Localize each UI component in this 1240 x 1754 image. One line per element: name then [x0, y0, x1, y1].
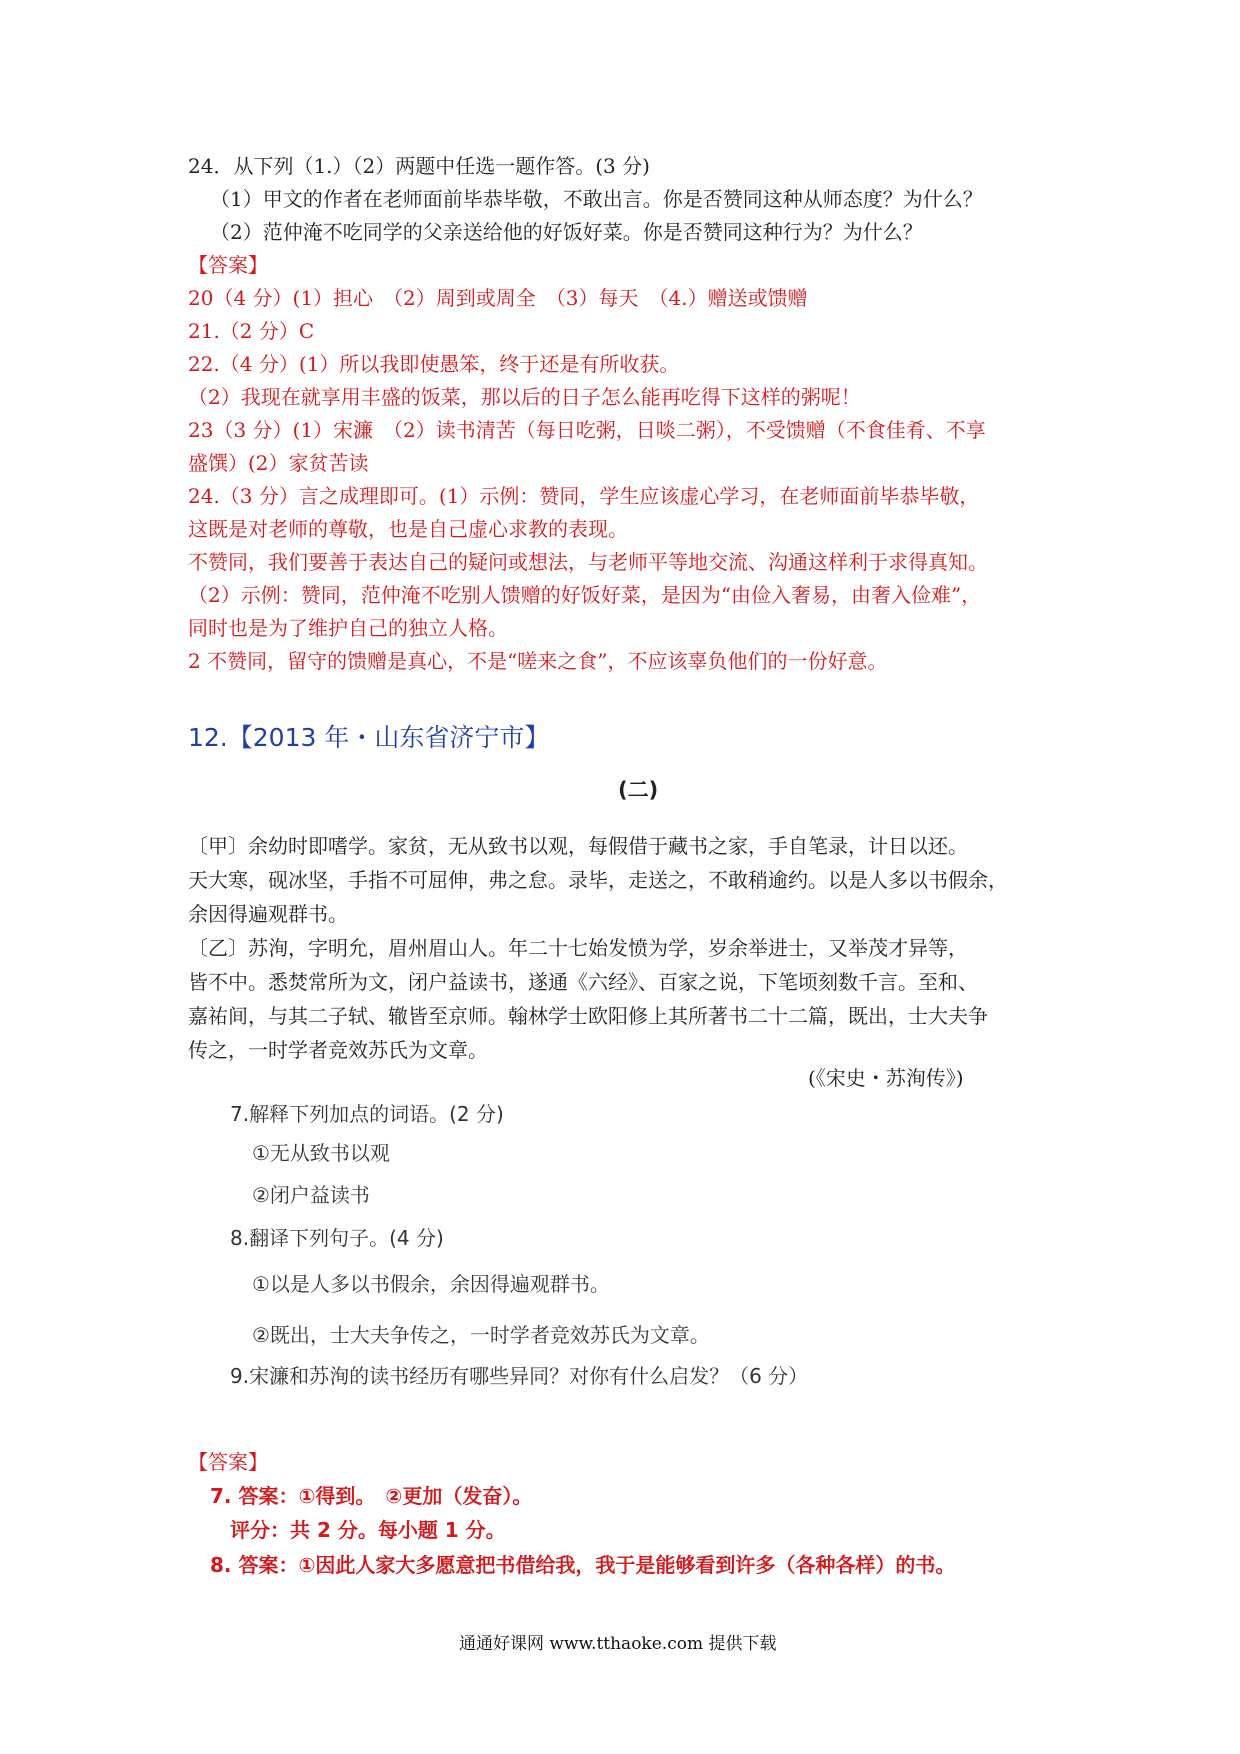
answer-8: 8. 答案：①因此人家大多愿意把书借给我，我于是能够看到许多（各种各样）的书。: [210, 1553, 956, 1577]
question-24: 24．从下列（1.）（2）两题中任选一题作答。(3 分): [188, 154, 650, 178]
passage-yi: 〔乙〕苏洵，字明允，眉州眉山人。年二十七始发愤为学，岁余举进士，又举茂才异等，: [188, 936, 968, 960]
passage-jia-line-3: 余因得遍观群书。: [188, 902, 348, 926]
answer-23-cont: 盛馔）(2）家贫苦读: [188, 451, 369, 475]
passage-yi-line-2: 皆不中。悉焚常所为文，闭户益读书，遂通《六经》、百家之说，下笔顷刻数千言。至和、: [188, 970, 978, 994]
question-24-option-2: （2）范仲淹不吃同学的父亲送给他的好饭好菜。你是否赞同这种行为？为什么？: [210, 220, 923, 244]
answer-24-disagree: 不赞同，我们要善于表达自己的疑问或想法，与老师平等地交流、沟通这样利于求得真知。: [188, 550, 988, 574]
answer-label-2: 【答案】: [188, 1450, 268, 1474]
answer-22: 22.（4 分）(1）所以我即使愚笨，终于还是有所收获。: [188, 352, 680, 376]
question-24-option-1: （1）甲文的作者在老师面前毕恭毕敬，不敢出言。你是否赞同这种从师态度？为什么？: [210, 187, 983, 211]
question-7: 7.解释下列加点的词语。(2 分): [230, 1102, 504, 1126]
answer-24: 24.（3 分）言之成理即可。(1）示例：赞同，学生应该虚心学习，在老师面前毕恭毕敬，: [188, 484, 980, 508]
section-subheading: (二): [618, 778, 659, 802]
answer-20: 20（4 分）(1）担心 （2）周到或周全 （3）每天 （4.）赠送或馈赠: [188, 286, 808, 310]
answer-label: 【答案】: [188, 253, 268, 277]
question-9: 9.宋濂和苏洵的读书经历有哪些异同？对你有什么启发？（6 分）: [230, 1364, 809, 1388]
passage-yi-line-4: 传之，一时学者竞效苏氏为文章。: [188, 1038, 488, 1062]
answer-22-part-2: （2）我现在就享用丰盛的饭菜，那以后的日子怎么能再吃得下这样的粥呢！: [188, 385, 861, 409]
answer-24-cont: 这既是对老师的尊敬，也是自己虚心求教的表现。: [188, 517, 628, 541]
answer-24-part-2-disagree: 2 不赞同，留守的馈赠是真心，不是“嗟来之食”，不应该辜负他们的一份好意。: [188, 649, 888, 673]
question-8-item-1: ①以是人多以书假余，余因得遍观群书。: [252, 1272, 610, 1296]
question-8: 8.翻译下列句子。(4 分): [230, 1226, 444, 1250]
question-7-item-2: ②闭户益读书: [252, 1183, 370, 1207]
section-heading: 12.【2013 年・山东省济宁市】: [188, 723, 550, 752]
answer-7: 7. 答案：①得到。 ②更加（发奋）。: [210, 1484, 533, 1508]
passage-jia-line-2: 天大寒，砚冰坚，手指不可屈伸，弗之怠。录毕，走送之，不敢稍逾约。以是人多以书假余，: [188, 868, 1008, 892]
question-8-item-2: ②既出，士大夫争传之，一时学者竞效苏氏为文章。: [252, 1323, 710, 1347]
passage-source: (《宋史・苏洵传》): [808, 1066, 964, 1090]
page-footer: 通通好课网 www.tthaoke.com 提供下载: [459, 1634, 777, 1654]
answer-23: 23（3 分）(1）宋濂 （2）读书清苦（每日吃粥，日啖二粥），不受馈赠（不食佳肴、不享: [188, 418, 986, 442]
answer-24-part-2-cont: 同时也是为了维护自己的独立人格。: [188, 616, 508, 640]
answer-21: 21.（2 分）C: [188, 319, 315, 343]
passage-jia: 〔甲〕余幼时即嗜学。家贫，无从致书以观，每假借于藏书之家，手自笔录，计日以还。: [188, 834, 968, 858]
question-7-item-1: ①无从致书以观: [252, 1141, 390, 1165]
passage-yi-line-3: 嘉祐间，与其二子轼、辙皆至京师。翰林学士欧阳修上其所著书二十二篇，既出，士大夫争: [188, 1004, 988, 1028]
answer-7-score: 评分：共 2 分。每小题 1 分。: [230, 1518, 506, 1542]
answer-24-part-2: （2）示例：赞同，范仲淹不吃别人馈赠的好饭好菜，是因为“由俭入奢易，由奢入俭难”，: [188, 583, 982, 607]
